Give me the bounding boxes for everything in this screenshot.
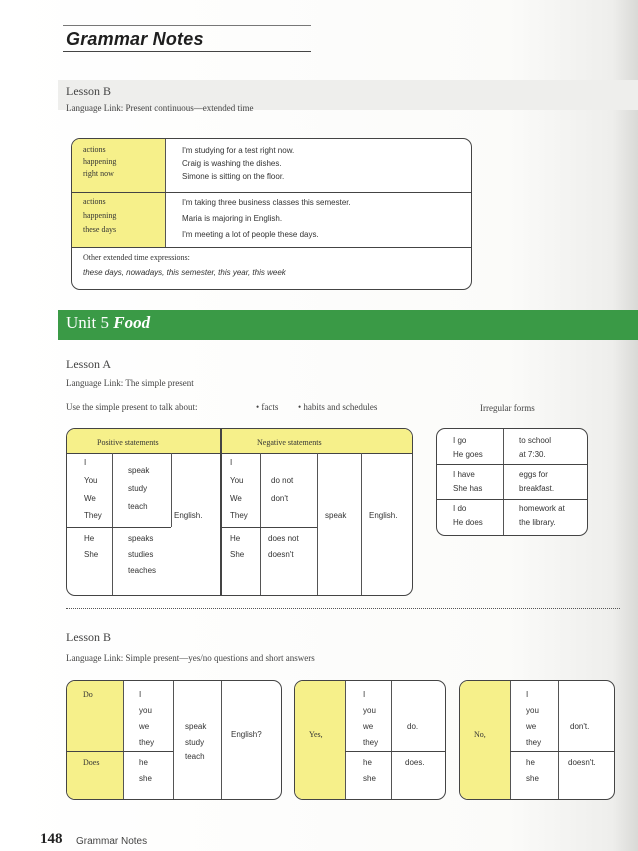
verb: study [128,484,148,493]
example-sentence: Maria is majoring in English. [182,214,283,223]
subject: she [526,774,539,783]
yes-label: Yes, [309,730,323,739]
subject: I [526,690,529,699]
subject: He [230,534,241,543]
irregular-forms-table [436,428,588,536]
use-text: Use the simple present to talk about: [66,402,198,412]
yes-no-questions-table [66,680,282,800]
column-divider [391,681,392,799]
irregular-right: to school [519,436,552,445]
simple-present-table [66,428,413,596]
subject: they [363,738,379,747]
subject: you [363,706,376,715]
irregular-right: at 7:30. [519,450,546,459]
lesson-b-language-link: Language Link: Present continuous—extended time [66,103,254,113]
object: English. [369,511,398,520]
subject: You [230,476,244,485]
verb: study [185,738,205,747]
row-divider [437,464,587,465]
example-sentence: I'm studying for a test right now. [182,146,295,155]
object: English? [231,730,262,739]
label-line: happening [83,211,117,220]
auxiliary: do not [271,476,294,485]
column-divider [221,681,222,799]
unit-title [66,313,150,333]
subject: he [139,758,148,767]
example-sentence: I'm taking three business classes this semester. [182,198,351,207]
irregular-left: I go [453,436,467,445]
irregular-left: I have [453,470,475,479]
irregular-right: homework at [519,504,565,513]
subject: I [139,690,142,699]
unit-prefix: Unit 5 [66,313,109,332]
label-line: happening [83,157,117,166]
irregular-left: He goes [453,450,483,459]
label-line: actions [83,145,106,154]
subject: I [84,458,87,467]
center-divider [220,429,222,595]
header-rule-bottom [63,51,311,52]
row-divider [72,192,471,193]
lesson-b-title: Lesson B [66,84,111,98]
verb: teach [128,502,148,511]
irregular-left: He does [453,518,483,527]
column-divider [361,453,362,595]
row-divider [72,247,471,248]
subject: we [526,722,537,731]
subject: she [363,774,376,783]
row-divider [345,751,445,752]
column-divider [171,453,172,527]
subject: We [230,494,242,503]
label-line: actions [83,197,106,206]
verb: speak [128,466,150,475]
lesson-a-language-link: Language Link: The simple present [66,378,194,388]
column-divider [510,681,511,799]
subject: I [363,690,366,699]
subject: I [230,458,233,467]
auxiliary: doesn't. [568,758,596,767]
lesson-a-title: Lesson A [66,357,111,371]
verb: teaches [128,566,157,575]
yes-answers-table [294,680,446,800]
column-divider [558,681,559,799]
subject: She [230,550,245,559]
auxiliary: don't. [570,722,590,731]
row-divider [510,751,614,752]
subject: We [84,494,96,503]
subject: They [84,511,102,520]
verb: teach [185,752,205,761]
column-divider [317,453,318,595]
verb: studies [128,550,154,559]
example-sentence: Simone is sitting on the floor. [182,172,285,181]
row-divider [437,499,587,500]
row-divider [67,751,173,752]
subject: they [526,738,542,747]
column-divider [260,453,261,595]
object: English. [174,511,203,520]
row-divider [220,527,317,528]
irregular-right: the library. [519,518,556,527]
subject: we [363,722,374,731]
irregular-left: She has [453,484,483,493]
auxiliary: does. [405,758,425,767]
column-divider [112,453,113,595]
subject: They [230,511,248,520]
auxiliary: does not [268,534,299,543]
auxiliary: doesn't [268,550,294,559]
label-line: right now [83,169,114,178]
does-label: Does [83,758,100,767]
subject: He [84,534,95,543]
unit-name: Food [113,313,151,332]
subject: they [139,738,155,747]
subject: She [84,550,99,559]
row-divider [67,527,171,528]
example-sentence: Craig is washing the dishes. [182,159,282,168]
lesson-b2-title: Lesson B [66,630,111,644]
page-title: Grammar Notes [66,29,204,49]
section-divider [66,608,620,609]
column-divider [165,139,166,247]
do-label: Do [83,690,93,699]
column-divider [173,681,174,799]
subject: she [139,774,152,783]
no-label: No, [474,730,486,739]
column-divider [345,681,346,799]
positive-header: Positive statements [97,438,159,447]
subject: You [84,476,98,485]
subject: we [139,722,150,731]
verb: speak [185,722,207,731]
irregular-forms-title: Irregular forms [480,403,535,413]
example-sentence: I'm meeting a lot of people these days. [182,230,319,239]
footer-label: Grammar Notes [76,836,148,847]
verb: speaks [128,534,154,543]
label-line: these days [83,225,117,234]
other-expressions-list: these days, nowadays, this semester, this year, this week [83,268,286,277]
no-answers-table [459,680,615,800]
irregular-right: breakfast. [519,484,555,493]
bullet-facts: • facts [256,402,279,412]
yes-column-fill [295,681,345,799]
bullet-habits: • habits and schedules [298,402,378,412]
irregular-right: eggs for [519,470,548,479]
column-divider [123,681,124,799]
page-number: 148 [40,831,63,847]
subject: you [139,706,152,715]
no-column-fill [460,681,510,799]
negative-header: Negative statements [257,438,322,447]
column-divider [503,429,504,535]
header-rule-top [63,25,311,26]
subject: he [363,758,372,767]
subject: he [526,758,535,767]
present-continuous-table [71,138,472,290]
auxiliary: don't [271,494,289,503]
verb: speak [325,511,347,520]
aux-column-fill [67,681,123,799]
irregular-left: I do [453,504,467,513]
lesson-b2-language-link: Language Link: Simple present—yes/no questions and short answers [66,653,315,663]
subject: you [526,706,539,715]
auxiliary: do. [407,722,419,731]
other-expressions-title: Other extended time expressions: [83,253,190,262]
